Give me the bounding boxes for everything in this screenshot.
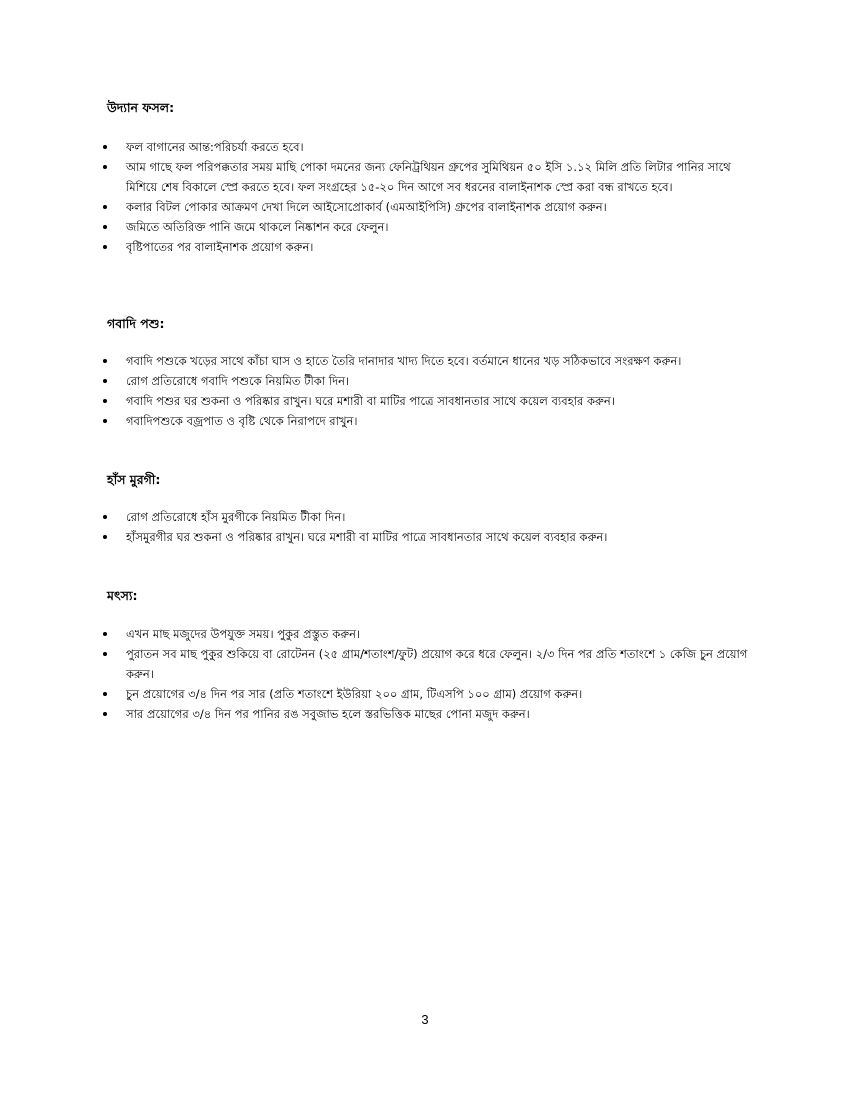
list-item-text: রোগ প্রতিরোধে গবাদি পশুকে নিয়মিত টীকা দিন। [126, 374, 350, 388]
list-item-text: চুন প্রয়োগের ৩/৪ দিন পর সার (প্রতি শতাংশে ইউরিয়া ২০০ গ্রাম, টিএসপি ১০০ গ্রাম) প্রয়োগ করুন। [126, 687, 583, 701]
livestock-list [103, 351, 763, 431]
list-item [103, 137, 763, 157]
poultry-list [103, 507, 763, 547]
section-heading-livestock: গবাদি পশু: [107, 316, 165, 331]
page-number: 3 [421, 1012, 429, 1027]
bullet-icon [103, 515, 107, 519]
bullet-icon [103, 165, 107, 169]
list-item [103, 411, 763, 431]
list-item-text: সার প্রয়োগের ৩/৪ দিন পর পানির রঙ সবুজাভ হলে স্তরভিত্তিক মাছের পোনা মজুদ করুন। [126, 707, 530, 721]
list-item [103, 624, 763, 644]
list-item-text: আম গাছে ফল পরিপক্কতার সময় মাছি পোকা দমনের জন্য ফেনিট্রথিয়ন গ্রুপের সুমিথিয়ন ৫০ ইসি ১.১২ মিলি প্রতি লিটার পানির সাথে মিশিয়ে শেষ বিকালে স্প্রে করতে হবে। ফল সংগ্রহের ১৫-২০ দিন আগে সব ধরনের বালাইনাশক স্প্রে করা বন্ধ রাখতে হবে। [126, 160, 731, 194]
list-item [103, 391, 763, 411]
bullet-icon [103, 359, 107, 363]
bullet-icon [103, 145, 107, 149]
section-heading-fisheries: মৎস্য: [107, 588, 138, 603]
list-item [103, 507, 763, 527]
bullet-icon [103, 205, 107, 209]
list-item-text: গবাদিপশুকে বজ্রপাত ও বৃষ্টি থেকে নিরাপদে রাখুন। [126, 414, 358, 428]
bullet-icon [103, 419, 107, 423]
list-item-text: হাঁসমুরগীর ঘর শুকনা ও পরিষ্কার রাখুন। ঘরে মশারী বা মাটির পাত্রে সাবধানতার সাথে কয়েল ব্যবহার করুন। [126, 530, 608, 544]
fisheries-list [103, 624, 763, 724]
list-item-text: গবাদি পশুর ঘর শুকনা ও পরিষ্কার রাখুন। ঘরে মশারী বা মাটির পাত্রে সাবধানতার সাথে কয়েল ব্যবহার করুন। [126, 394, 615, 408]
list-item [103, 644, 763, 684]
list-item [103, 157, 763, 197]
bullet-icon [103, 225, 107, 229]
bullet-icon [103, 535, 107, 539]
list-item [103, 237, 763, 257]
list-item [103, 217, 763, 237]
list-item [103, 527, 763, 547]
bullet-icon [103, 632, 107, 636]
list-item [103, 351, 763, 371]
section-heading-garden-crops: উদ্যান ফসল: [107, 100, 175, 115]
list-item [103, 371, 763, 391]
bullet-icon [103, 399, 107, 403]
section-heading-poultry: হাঁস মুরগী: [107, 472, 161, 487]
list-item-text: বৃষ্টিপাতের পর বালাইনাশক প্রয়োগ করুন। [126, 240, 314, 254]
bullet-icon [103, 692, 107, 696]
bullet-icon [103, 712, 107, 716]
list-item-text: ফল বাগানের আন্ত:পরিচর্যা করতে হবে। [126, 140, 304, 154]
list-item-text: কলার বিটল পোকার আক্রমণ দেখা দিলে আইসোপ্রোকার্ব (এমআইপিসি) গ্রুপের বালাইনাশক প্রয়োগ করুন। [126, 200, 607, 214]
list-item [103, 684, 763, 704]
list-item [103, 704, 763, 724]
list-item-text: গবাদি পশুকে খড়ের সাথে কাঁচা ঘাস ও হাতে তৈরি দানাদার খাদ্য দিতে হবে। বর্তমানে ধানের খড় সঠিকভাবে সংরক্ষণ করুন। [126, 354, 682, 368]
bullet-icon [103, 379, 107, 383]
list-item-text: জমিতে অতিরিক্ত পানি জমে থাকলে নিষ্কাশন করে ফেলুন। [126, 220, 389, 234]
bullet-icon [103, 652, 107, 656]
list-item-text: পুরাতন সব মাছ পুকুর শুকিয়ে বা রোটেনন (২৫ গ্রাম/শতাংশ/ফুট) প্রয়োগ করে ধরে ফেলুন। ২/৩ দিন পর প্রতি শতাংশে ১ কেজি চুন প্রয়োগ করুন। [126, 647, 748, 681]
bullet-icon [103, 245, 107, 249]
list-item [103, 197, 763, 217]
list-item-text: এখন মাছ মজুদের উপযুক্ত সময়। পুকুর প্রস্তুত করুন। [126, 627, 361, 641]
list-item-text: রোগ প্রতিরোধে হাঁস মুরগীকে নিয়মিত টীকা দিন। [126, 510, 346, 524]
garden-crops-list [103, 137, 763, 257]
